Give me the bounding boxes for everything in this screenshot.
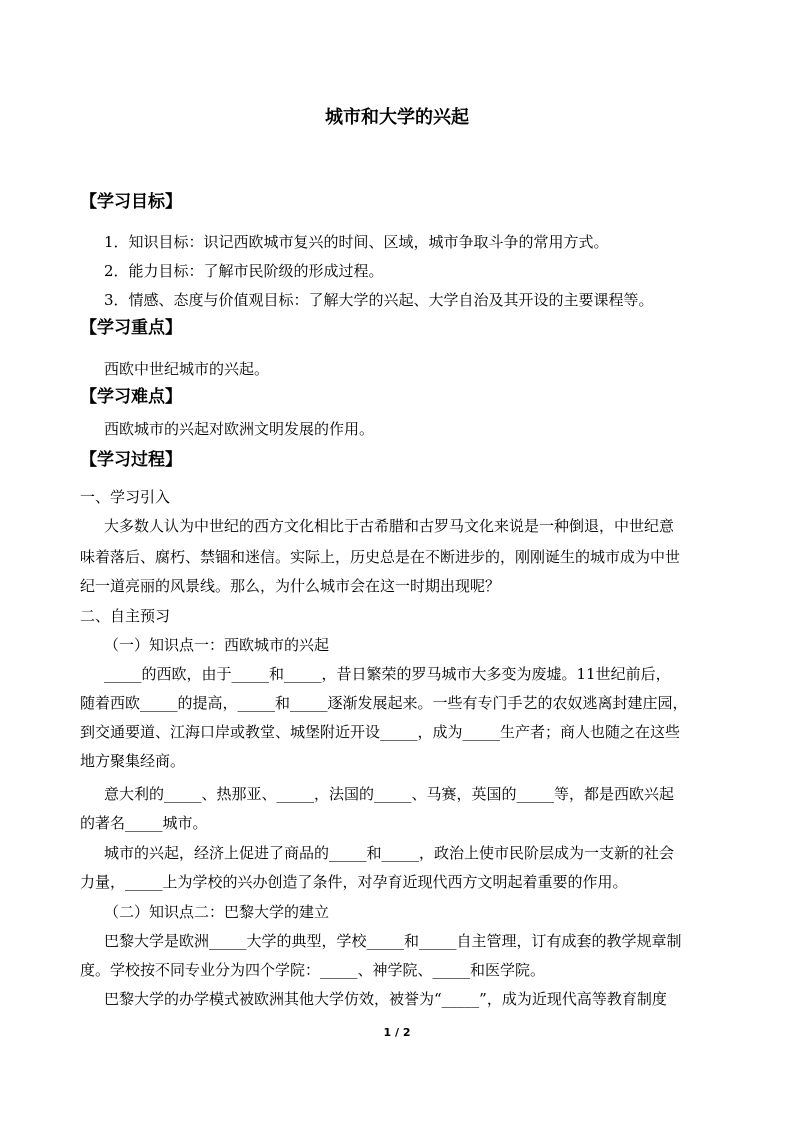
objective-item: 1．知识目标：识记西欧城市复兴的时间、区域，城市争取斗争的常用方式。	[104, 233, 609, 251]
objective-item: 2．能力目标：了解市民阶级的形成过程。	[104, 262, 384, 280]
point1-para3-line: 力量，_____上为学校的兴办创造了条件，对孕育近现代西方文明起着重要的作用。	[80, 873, 628, 891]
point2-para2-line: 巴黎大学的办学模式被欧洲其他大学仿效，被誉为“_____”，成为近现代高等教育制度	[104, 990, 667, 1008]
point2-para1-line: 巴黎大学是欧洲_____大学的典型，学校_____和_____自主管理，订有成套的教学规章制	[104, 932, 682, 950]
point1-para1-line: _____的西欧，由于_____和_____，昔日繁荣的罗马城市大多变为废墟。11世纪前后，	[104, 665, 671, 683]
point1-para1-line: 地方聚集经商。	[80, 752, 186, 770]
process-heading: 【学习过程】	[80, 450, 182, 470]
point1-para2-line: 的著名_____城市。	[80, 814, 208, 832]
point2-para1-line: 度。学校按不同专业分为四个学院：_____、神学院、_____和医学院。	[80, 961, 546, 979]
point2-heading: （二）知识点二：巴黎大学的建立	[104, 903, 330, 921]
point1-para2-line: 意大利的_____、热那亚、_____，法国的_____、马赛，英国的_____等，都是西欧兴起	[104, 785, 675, 803]
intro-line: 味着落后、腐朽、禁锢和迷信。实际上，历史总是在不断进步的，刚刚诞生的城市成为中世	[80, 548, 681, 566]
document-title: 城市和大学的兴起	[325, 107, 469, 128]
objective-item: 3．情感、态度与价值观目标：了解大学的兴起、大学自治及其开设的主要课程等。	[104, 291, 654, 309]
intro-heading: 一、学习引入	[80, 488, 171, 506]
key-points-heading: 【学习重点】	[80, 318, 182, 338]
intro-line: 大多数人认为中世纪的西方文化相比于古希腊和古罗马文化来说是一种倒退，中世纪意	[104, 517, 675, 535]
intro-line: 纪一道亮丽的风景线。那么，为什么城市会在这一时期出现呢？	[80, 577, 501, 595]
key-points-text: 西欧中世纪城市的兴起。	[104, 360, 270, 378]
page-number: 1 / 2	[383, 1026, 411, 1039]
point1-heading: （一）知识点一：西欧城市的兴起	[104, 636, 330, 654]
point1-para3-line: 城市的兴起，经济上促进了商品的_____和_____，政治上使市民阶层成为一支新的社会	[104, 844, 675, 862]
preview-heading: 二、自主预习	[80, 607, 171, 625]
point1-para1-line: 随着西欧_____的提高，_____和_____逐渐发展起来。一些有专门手艺的农奴逃离封建庄园，	[80, 694, 688, 712]
objectives-heading: 【学习目标】	[80, 192, 182, 212]
difficulties-heading: 【学习难点】	[80, 387, 182, 407]
point1-para1-line: 到交通要道、江海口岸或教堂、城堡附近开设_____，成为_____生产者；商人也随之在这些	[80, 723, 681, 741]
difficulties-text: 西欧城市的兴起对欧洲文明发展的作用。	[104, 420, 375, 438]
